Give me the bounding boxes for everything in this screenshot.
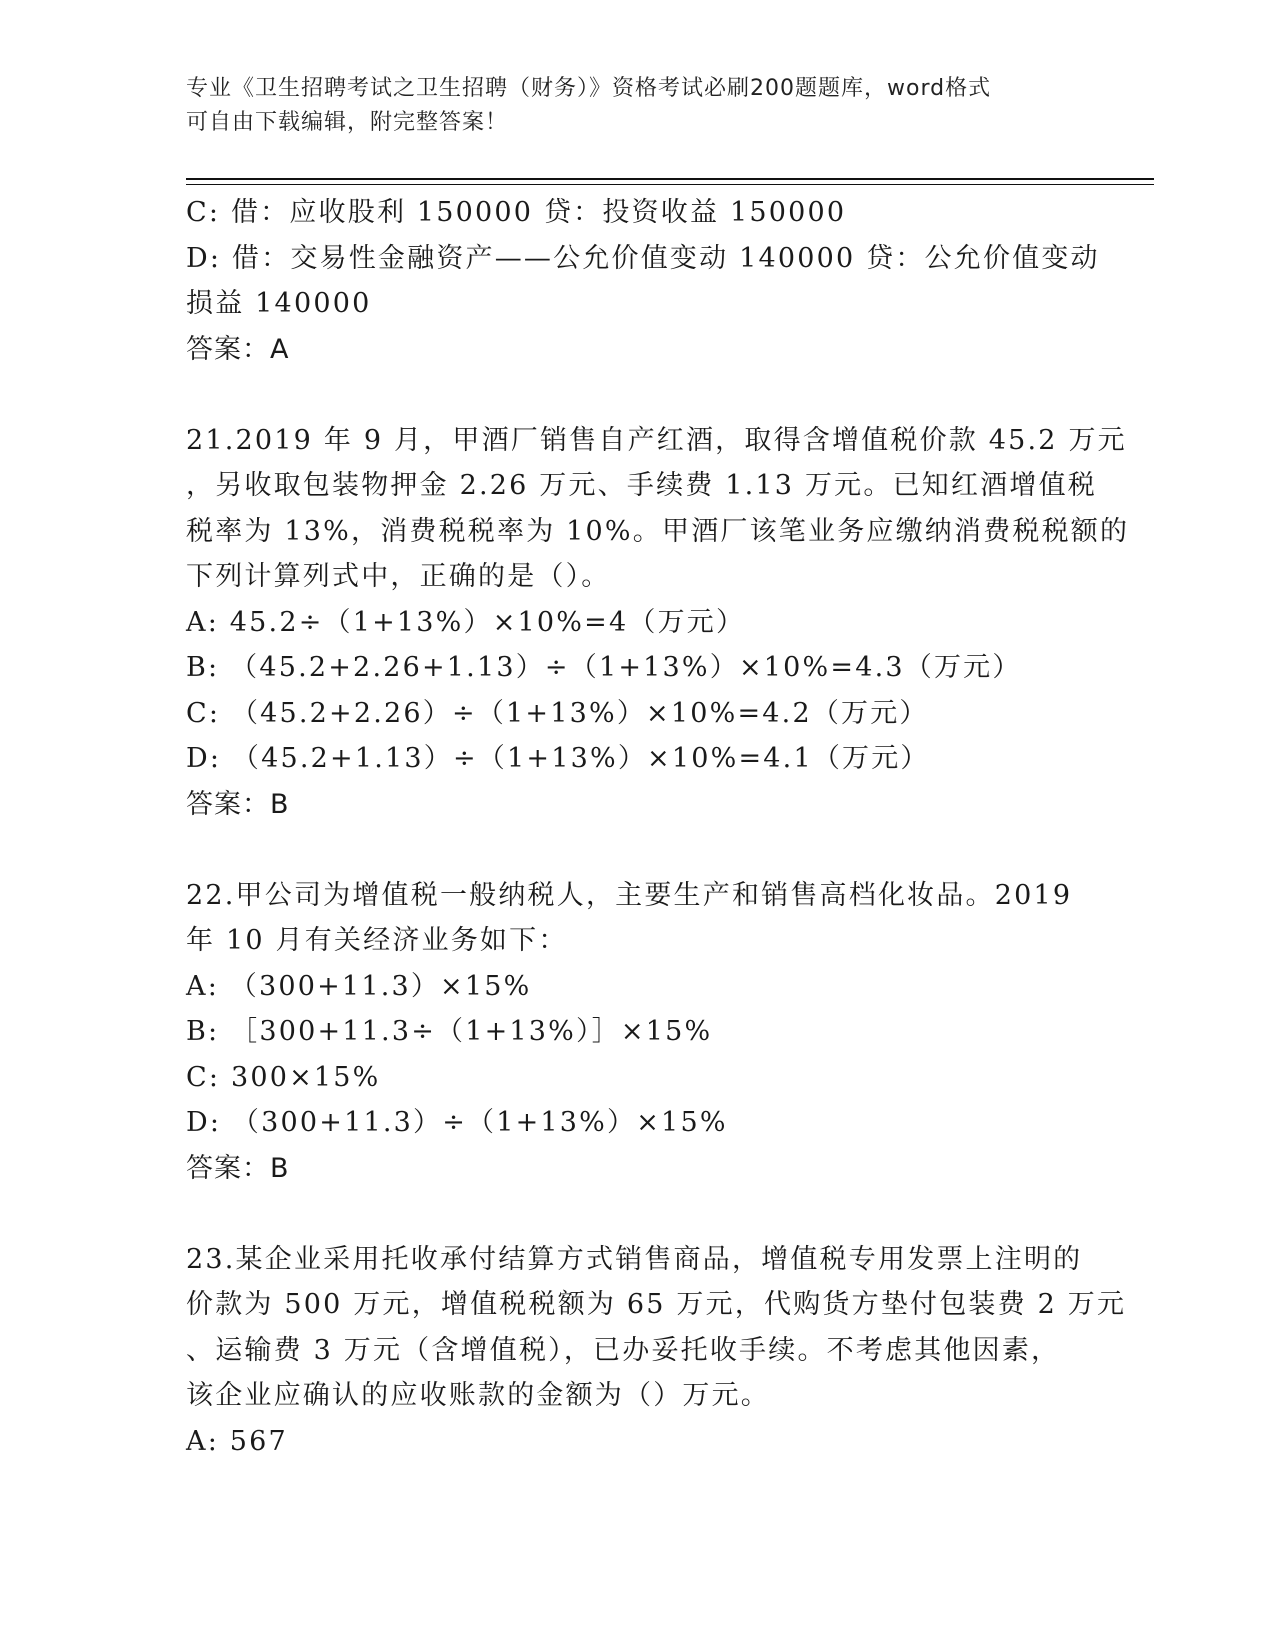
option-a: A: （300+11.3）×15% [186,970,532,1002]
document-body [186,190,1130,1464]
question-22 [186,873,1086,1192]
question-stem-line4: 下列计算列式中，正确的是（）。 [186,561,611,592]
question-stem-line2: 年 10 月有关经济业务如下： [186,925,568,956]
question-stem-line1: 22.甲公司为增值税一般纳税人，主要生产和销售高档化妆品。2019 [186,879,1073,911]
answer: 答案：A [186,333,290,365]
option-b: B: ［300+11.3÷（1+13%）］×15% [186,1016,713,1047]
answer: 答案：B [186,788,290,820]
document-header [186,72,1066,140]
option-d-line1: D: 借：交易性金融资产——公允价值变动 140000 贷：公允价值变动 [186,242,1100,274]
header-title-line2: 可自由下载编辑，附完整答案！ [186,110,509,135]
question-stem-line4: 该企业应确认的应收账款的金额为（）万元。 [186,1380,770,1411]
question-stem-line1: 21.2019 年 9 月，甲酒厂销售自产红酒，取得含增值税价款 45.2 万元 [186,424,1127,456]
spacer [186,1191,1086,1237]
option-c: C: 借：应收股利 150000 贷：投资收益 150000 [186,197,847,228]
option-c: C: （45.2+2.26）÷（1+13%）×10%=4.2（万元） [186,697,929,729]
option-c: C: 300×15% [186,1061,381,1093]
question-stem-line3: 税率为 13%，消费税税率为 10%。甲酒厂该笔业务应缴纳消费税税额的 [186,515,1130,547]
question-stem-line3: 、运输费 3 万元（含增值税），已办妥托收手续。不考虑其他因素， [186,1334,1061,1366]
question-stem-line2: 价款为 500 万元，增值税税额为 65 万元，代购货方垫付包装费 2 万元 [186,1289,1127,1320]
option-d-line2: 损益 140000 [186,288,372,319]
question-stem-line2: ，另收取包装物押金 2.26 万元、手续费 1.13 万元。已知红酒增值税 [186,470,1097,501]
option-b: B: （45.2+2.26+1.13）÷（1+13%）×10%=4.3（万元） [186,652,1022,683]
option-d: D: （300+11.3）÷（1+13%）×15% [186,1107,728,1138]
option-d: D: （45.2+1.13）÷（1+13%）×10%=4.1（万元） [186,743,930,774]
header-divider-thick [186,178,1154,180]
question-23 [186,1237,1127,1465]
question-20-tail [186,190,1100,372]
header-divider-thin [186,184,1154,185]
option-a: A: 567 [186,1425,288,1457]
spacer [186,827,1086,873]
question-stem-line1: 23.某企业采用托收承付结算方式销售商品，增值税专用发票上注明的 [186,1243,1083,1275]
question-21 [186,418,1130,828]
option-a: A: 45.2÷（1+13%）×10%=4（万元） [186,606,746,638]
answer: 答案：B [186,1152,290,1184]
spacer [186,372,1086,418]
header-title-line1: 专业《卫生招聘考试之卫生招聘（财务）》资格考试必刷200题题库，word格式 [186,76,992,101]
